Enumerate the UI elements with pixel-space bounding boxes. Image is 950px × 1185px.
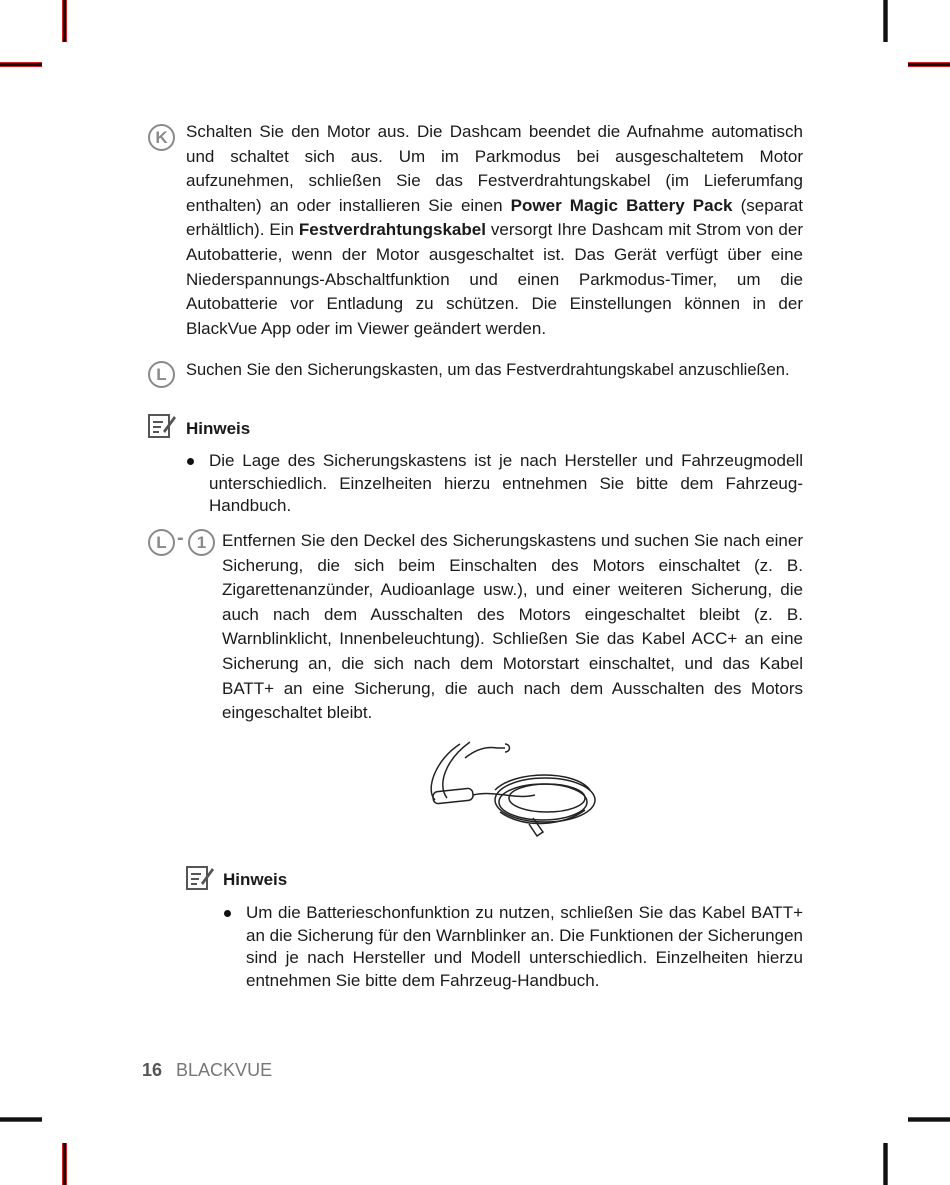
step-k-bold-2: Festverdrahtungskabel bbox=[298, 220, 486, 240]
step-k-text-3: versorgt Ihre Dashcam mit Strom von der Autobatterie, wenn der Motor ausgeschaltet ist. Das Gerät verfügt über eine Niederspannungs-Abschaltfunktion und einen Parkmodus-Timer, um die Autobatterie vor Entladung zu schützen. Die Einstellungen können in der BlackVue App oder im Viewer geändert werden. bbox=[186, 220, 804, 338]
step-k-text bbox=[186, 120, 803, 341]
step-l1-text: Entfernen Sie den Deckel des Sicherungskastens und suchen Sie nach einer Sicherung, die sich beim Einschalten des Motors einschaltet (z. B. Zigarettenanzünder, Audioanlage usw.), und einer weiteren Sicherung, die auch nach dem Ausschalten des Motors eingeschaltet bleibt (z. B. Warnblinklicht, Innenbeleuchtung). Schließen Sie das Kabel ACC+ an eine Sicherung an, die sich nach dem Motorstart einschaltet, und das Kabel BATT+ an eine Sicherung, die auch nach dem Ausschalten des Motors eingeschaltet bleibt. bbox=[222, 531, 803, 723]
crop-mark bbox=[0, 1117, 42, 1122]
crop-mark bbox=[62, 1143, 67, 1185]
step-badge-l: L bbox=[148, 529, 175, 556]
hardwiring-cable-icon bbox=[425, 740, 600, 840]
bullet-dot bbox=[224, 910, 231, 917]
crop-mark bbox=[908, 1117, 950, 1122]
step-badge-1: 1 bbox=[188, 529, 215, 556]
step-k-text-1: Schalten Sie den Motor aus. Die Dashcam beendet die Aufnahme automatisch und schaltet sich aus. Um im Parkmodus bei ausgeschaltetem Motor aufzunehmen, schließen Sie das Festverdrahtungskabel (im Lieferumfang enthalten) an oder installieren Sie einen bbox=[186, 122, 803, 215]
crop-mark bbox=[0, 62, 42, 67]
step-k-bold-1: Power Magic Battery Pack bbox=[510, 195, 733, 215]
crop-mark bbox=[62, 0, 67, 42]
note-title: Hinweis bbox=[186, 419, 251, 438]
step-l-text: Suchen Sie den Sicherungskasten, um das Festverdrahtungskabel anzuschließen. bbox=[186, 361, 790, 379]
crop-mark bbox=[908, 62, 950, 67]
page-footer bbox=[142, 1060, 272, 1081]
note-item: Um die Batterieschonfunktion zu nutzen, schließen Sie das Kabel BATT+ an die Sicherung für den Warnblinker an. Die Funktionen der Sicherungen sind je nach Hersteller und Modell unterschiedlich. Einzelheiten hierzu entnehmen Sie bitte dem Fahrzeug-Handbuch. bbox=[246, 903, 803, 990]
crop-mark bbox=[883, 1143, 888, 1185]
page-number: 16 bbox=[142, 1060, 163, 1080]
step-k-text-2: (separat erhältlich). Ein bbox=[186, 195, 803, 240]
step-separator: - bbox=[177, 527, 184, 549]
step-badge-l: L bbox=[148, 361, 175, 388]
note-pencil-icon bbox=[185, 863, 215, 891]
note-title: Hinweis bbox=[223, 870, 288, 889]
footer-brand: BLACKVUE bbox=[176, 1060, 273, 1080]
note-item: Die Lage des Sicherungskastens ist je nach Hersteller und Fahrzeugmodell unterschiedlich. Einzelheiten hierzu entnehmen Sie bitte dem Fahrzeug-Handbuch. bbox=[209, 451, 803, 515]
crop-mark bbox=[883, 0, 888, 42]
step-badge-k: K bbox=[148, 124, 175, 151]
note-pencil-icon bbox=[147, 411, 177, 439]
bullet-dot bbox=[187, 458, 194, 465]
